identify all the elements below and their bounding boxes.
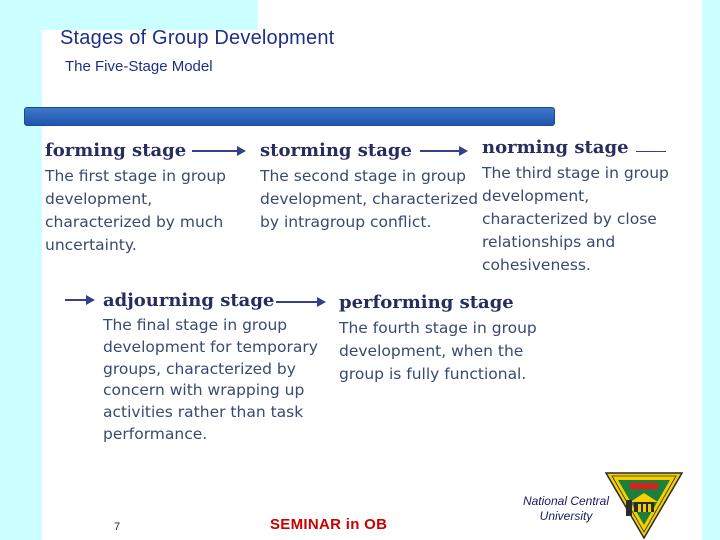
stage-norming	[482, 137, 700, 277]
stage-name: adjourning stage	[103, 290, 275, 311]
connector-line	[636, 151, 666, 152]
arrow-forming-to-storming	[192, 150, 244, 152]
right-panel	[702, 0, 720, 540]
stage-name: storming stage	[260, 140, 412, 161]
page-number: 7	[114, 521, 121, 533]
top-panel	[0, 0, 258, 30]
stage-description: The second stage in group development, characterized by intragroup conflict.	[260, 167, 479, 231]
stage-performing	[339, 292, 549, 386]
university-name: National Central University	[522, 494, 610, 523]
arrow-storming-to-norming	[420, 150, 466, 152]
slide-title: Stages of Group Development	[60, 27, 335, 49]
stage-adjourning	[103, 290, 318, 446]
stage-description: The third stage in group development, characterized by close relationships and cohesiveness.	[482, 164, 669, 274]
header-bar	[24, 107, 555, 126]
arrow-into-adjourning	[65, 299, 93, 301]
stage-description: The first stage in group development, characterized by much uncertainty.	[45, 167, 226, 254]
stage-name: forming stage	[45, 140, 187, 161]
side-panel	[0, 0, 42, 540]
stage-name: norming stage	[482, 137, 629, 158]
slide-subtitle: The Five-Stage Model	[65, 58, 213, 75]
university-logo	[604, 472, 684, 540]
stage-name: performing stage	[339, 292, 514, 313]
stage-storming	[260, 140, 480, 234]
seminar-label: SEMINAR in OB	[270, 516, 388, 533]
stage-forming	[45, 140, 257, 257]
stage-description: The final stage in group development for temporary groups, characterized by concern with wrapping up activities rather than task performance.	[103, 316, 318, 443]
arrow-adjourning-to-performing	[276, 301, 324, 303]
stage-description: The fourth stage in group development, when the group is fully functional.	[339, 319, 537, 383]
